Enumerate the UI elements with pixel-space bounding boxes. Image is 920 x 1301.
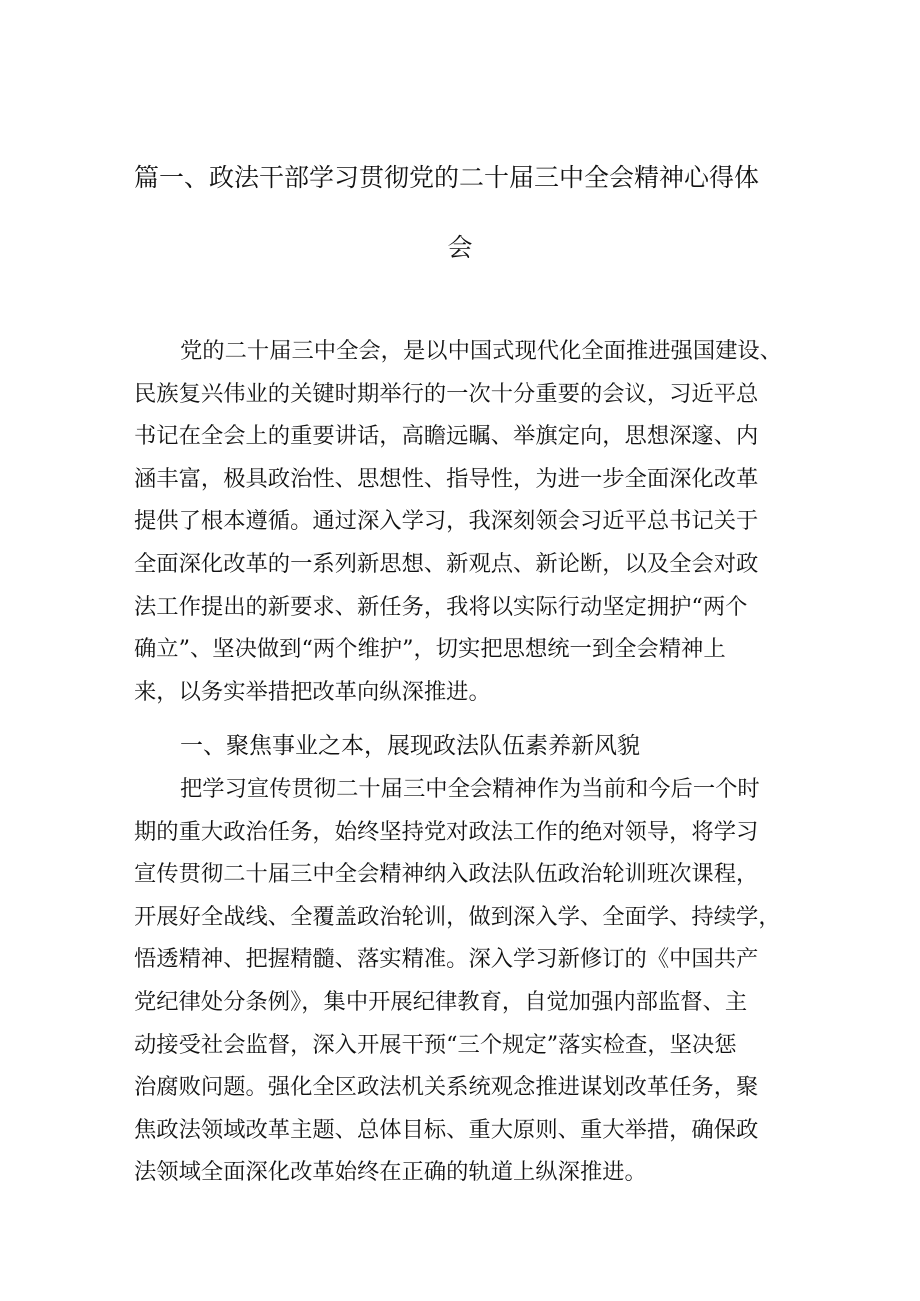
paragraph-line: 焦政法领域改革主题、总体目标、重大原则、重大举措，确保政: [134, 1116, 759, 1143]
document-title: 篇一、政法干部学习贯彻党的二十届三中全会精神心得体: [134, 163, 760, 192]
paragraph-line: 治腐败问题。强化全区政法机关系统观念推进谋划改革任务，聚: [134, 1074, 759, 1101]
paragraph-line: 期的重大政治任务，始终坚持党对政法工作的绝对领导，将学习: [134, 818, 759, 845]
paragraph-line: 民族复兴伟业的关键时期举行的一次十分重要的会议，习近平总: [134, 380, 759, 407]
section-heading: 一、聚焦事业之本，展现政法队伍素养新风貌: [180, 733, 640, 759]
paragraph-line: 宣传贯彻二十届三中全会精神纳入政法队伍政治轮训班次课程，: [134, 861, 759, 888]
paragraph-line: 提供了根本遵循。通过深入学习，我深刻领会习近平总书记关于: [134, 508, 759, 535]
paragraph-line: 把学习宣传贯彻二十届三中全会精神作为当前和今后一个时: [180, 776, 760, 802]
paragraph-line: 来，以务实举措把改革向纵深推进。: [134, 678, 491, 705]
document-title-continued: 会: [447, 233, 473, 262]
paragraph-line: 开展好全战线、全覆盖政治轮训，做到深入学、全面学、持续学，: [134, 903, 781, 930]
paragraph-line: 党的二十届三中全会，是以中国式现代化全面推进强国建设、: [180, 338, 783, 364]
paragraph-line: 全面深化改革的一系列新思想、新观点、新论断，以及全会对政: [134, 550, 759, 577]
paragraph-line: 涵丰富，极具政治性、思想性、指导性，为进一步全面深化改革: [134, 465, 759, 492]
paragraph-line: 悟透精神、把握精髓、落实精准。深入学习新修订的《中国共产: [134, 946, 759, 973]
paragraph-line: 书记在全会上的重要讲话，高瞻远瞩、举旗定向，思想深邃、内: [134, 423, 759, 450]
paragraph-line: 法工作提出的新要求、新任务，我将以实际行动坚定拥护“两个: [134, 593, 748, 620]
paragraph-section-one: [134, 768, 794, 1194]
paragraph-line: 法领域全面深化改革始终在正确的轨道上纵深推进。: [134, 1159, 647, 1186]
paragraph-line: 动接受社会监督，深入开展干预“三个规定”落实检查，坚决惩: [134, 1031, 737, 1058]
paragraph-line: 党纪律处分条例》，集中开展纪律教育，自觉加强内部监督、主: [134, 988, 748, 1015]
paragraph-line: 确立”、坚决做到“两个维护”，切实把思想统一到全会精神上: [134, 636, 726, 663]
paragraph-intro: [134, 330, 794, 713]
